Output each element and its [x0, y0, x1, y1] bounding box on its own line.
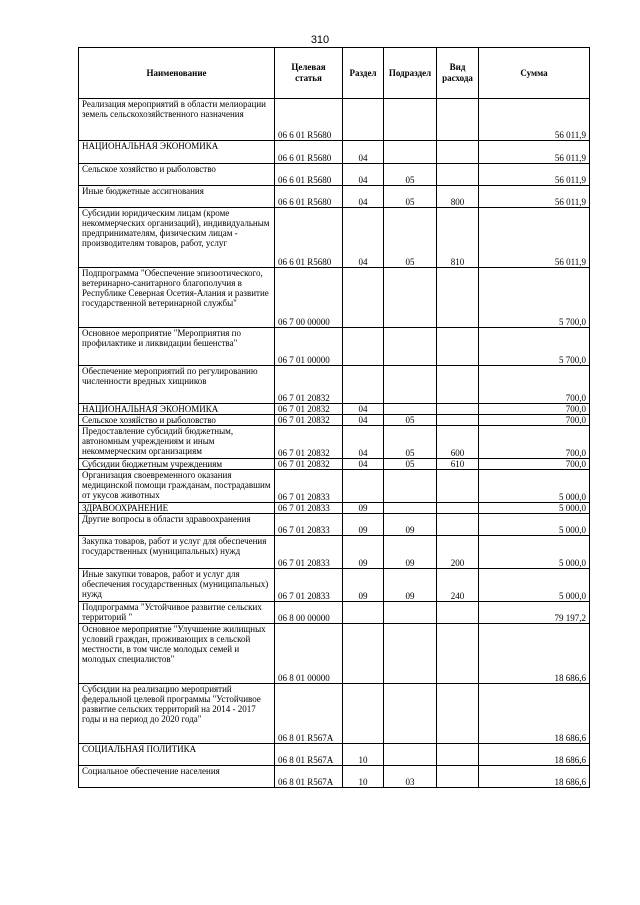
row-article: 06 7 01 20832 — [275, 404, 343, 415]
table-row — [79, 569, 590, 602]
table-row — [79, 186, 590, 208]
row-expense-type — [437, 766, 479, 788]
row-name: Другие вопросы в области здравоохранения — [79, 514, 275, 536]
row-amount: 5 700,0 — [479, 328, 590, 366]
header-name: Наименование — [79, 48, 275, 99]
row-subsection: 05 — [384, 208, 437, 268]
row-section: 04 — [343, 141, 384, 164]
row-article: 06 8 01 00000 — [275, 624, 343, 684]
row-expense-type — [437, 624, 479, 684]
row-name: Субсидии бюджетным учреждениям — [79, 459, 275, 470]
row-section — [343, 366, 384, 404]
row-amount: 5 000,0 — [479, 569, 590, 602]
row-expense-type — [437, 268, 479, 328]
row-subsection: 09 — [384, 536, 437, 569]
row-article: 06 8 01 R567A — [275, 684, 343, 744]
table-row — [79, 470, 590, 503]
row-expense-type: 610 — [437, 459, 479, 470]
row-section: 04 — [343, 426, 384, 459]
row-expense-type — [437, 164, 479, 186]
row-amount: 700,0 — [479, 426, 590, 459]
table-row — [79, 164, 590, 186]
budget-table — [78, 47, 590, 788]
table-row — [79, 268, 590, 328]
row-name: Основное мероприятие "Мероприятия по профилактике и ликвидации бешенства" — [79, 328, 275, 366]
row-amount: 56 011,9 — [479, 141, 590, 164]
row-name: Сельское хозяйство и рыболовство — [79, 415, 275, 426]
row-expense-type — [437, 470, 479, 503]
row-subsection: 05 — [384, 415, 437, 426]
row-amount: 5 000,0 — [479, 536, 590, 569]
table-row — [79, 503, 590, 514]
row-name: Субсидии юридическим лицам (кроме некоммерческих организаций), индивидуальным предпринимателям, физическим лицам - производителям товаров, работ, услуг — [79, 208, 275, 268]
row-section: 09 — [343, 514, 384, 536]
row-section: 04 — [343, 404, 384, 415]
table-row — [79, 744, 590, 766]
row-amount: 56 011,9 — [479, 164, 590, 186]
table-header-row — [79, 48, 590, 99]
row-section — [343, 624, 384, 684]
table-row — [79, 99, 590, 141]
row-expense-type — [437, 328, 479, 366]
row-subsection — [384, 470, 437, 503]
row-amount: 56 011,9 — [479, 99, 590, 141]
row-article: 06 7 01 20832 — [275, 415, 343, 426]
row-section — [343, 268, 384, 328]
row-subsection: 05 — [384, 164, 437, 186]
row-amount: 18 686,6 — [479, 766, 590, 788]
row-article: 06 7 00 00000 — [275, 268, 343, 328]
row-article: 06 7 01 20832 — [275, 366, 343, 404]
row-section: 10 — [343, 766, 384, 788]
row-section: 09 — [343, 503, 384, 514]
row-expense-type — [437, 684, 479, 744]
row-subsection — [384, 268, 437, 328]
row-expense-type: 200 — [437, 536, 479, 569]
row-name: Субсидии на реализацию мероприятий федеральной целевой программы "Устойчивое развитие сельских территорий на 2014 - 2017 годы и на период до 2020 года" — [79, 684, 275, 744]
table-row — [79, 536, 590, 569]
row-article: 06 6 01 R5680 — [275, 186, 343, 208]
row-subsection — [384, 366, 437, 404]
row-name: НАЦИОНАЛЬНАЯ ЭКОНОМИКА — [79, 141, 275, 164]
row-section — [343, 470, 384, 503]
row-expense-type — [437, 744, 479, 766]
table-row — [79, 208, 590, 268]
row-article: 06 7 01 20833 — [275, 569, 343, 602]
row-section: 09 — [343, 569, 384, 602]
header-amount: Сумма — [479, 48, 590, 99]
row-subsection — [384, 141, 437, 164]
row-section — [343, 328, 384, 366]
row-name: Иные закупки товаров, работ и услуг для обеспечения государственных (муниципальных) нужд — [79, 569, 275, 602]
row-section — [343, 602, 384, 624]
row-subsection: 09 — [384, 569, 437, 602]
row-expense-type — [437, 503, 479, 514]
row-name: Реализация мероприятий в области мелиорации земель сельскохозяйственного назначения — [79, 99, 275, 141]
row-section: 10 — [343, 744, 384, 766]
row-subsection — [384, 99, 437, 141]
row-name: СОЦИАЛЬНАЯ ПОЛИТИКА — [79, 744, 275, 766]
table-row — [79, 141, 590, 164]
row-name: Подпрограмма "Устойчивое развитие сельских территорий " — [79, 602, 275, 624]
row-name: Предоставление субсидий бюджетным, автономным учреждениям и иным некоммерческим организациям — [79, 426, 275, 459]
row-amount: 700,0 — [479, 459, 590, 470]
row-article: 06 7 01 20833 — [275, 470, 343, 503]
row-amount: 18 686,6 — [479, 684, 590, 744]
row-expense-type — [437, 602, 479, 624]
row-article: 06 8 00 00000 — [275, 602, 343, 624]
row-article: 06 8 01 R567A — [275, 744, 343, 766]
header-section: Раздел — [343, 48, 384, 99]
row-expense-type — [437, 141, 479, 164]
header-expense-type: Вид расхода — [437, 48, 479, 99]
row-name: Закупка товаров, работ и услуг для обеспечения государственных (муниципальных) нужд — [79, 536, 275, 569]
row-subsection — [384, 602, 437, 624]
table-row — [79, 514, 590, 536]
row-amount: 79 197,2 — [479, 602, 590, 624]
row-section: 04 — [343, 415, 384, 426]
row-amount: 56 011,9 — [479, 208, 590, 268]
row-amount: 5 700,0 — [479, 268, 590, 328]
table-row — [79, 766, 590, 788]
row-name: Основное мероприятие "Улучшение жилищных условий граждан, проживающих в сельской местности, в том числе молодых семей и молодых специалистов" — [79, 624, 275, 684]
row-expense-type — [437, 99, 479, 141]
row-name: Подпрограмма "Обеспечение эпизоотического, ветеринарно-санитарного благополучия в Республике Северная Осетия-Алания и развитие государственной ветеринарной службы" — [79, 268, 275, 328]
table-row — [79, 624, 590, 684]
table-row — [79, 328, 590, 366]
row-section: 04 — [343, 459, 384, 470]
row-subsection — [384, 328, 437, 366]
row-subsection — [384, 744, 437, 766]
row-name: Социальное обеспечение населения — [79, 766, 275, 788]
row-section: 04 — [343, 186, 384, 208]
row-name: НАЦИОНАЛЬНАЯ ЭКОНОМИКА — [79, 404, 275, 415]
row-article: 06 7 01 20833 — [275, 514, 343, 536]
table-row — [79, 684, 590, 744]
table-row — [79, 426, 590, 459]
row-amount: 18 686,6 — [479, 624, 590, 684]
row-subsection: 05 — [384, 426, 437, 459]
table-row — [79, 404, 590, 415]
row-name: Иные бюджетные ассигнования — [79, 186, 275, 208]
row-name: ЗДРАВООХРАНЕНИЕ — [79, 503, 275, 514]
row-amount: 5 000,0 — [479, 470, 590, 503]
header-article: Целевая статья — [275, 48, 343, 99]
table-row — [79, 366, 590, 404]
row-amount: 700,0 — [479, 366, 590, 404]
row-article: 06 8 01 R567A — [275, 766, 343, 788]
row-section: 04 — [343, 164, 384, 186]
row-article: 06 7 01 00000 — [275, 328, 343, 366]
table-row — [79, 602, 590, 624]
row-subsection — [384, 684, 437, 744]
row-subsection — [384, 624, 437, 684]
row-section — [343, 684, 384, 744]
row-article: 06 6 01 R5680 — [275, 141, 343, 164]
header-subsection: Подраздел — [384, 48, 437, 99]
row-expense-type: 240 — [437, 569, 479, 602]
row-section: 04 — [343, 208, 384, 268]
table-row — [79, 459, 590, 470]
row-article: 06 7 01 20832 — [275, 459, 343, 470]
row-subsection — [384, 404, 437, 415]
row-subsection: 03 — [384, 766, 437, 788]
row-article: 06 6 01 R5680 — [275, 164, 343, 186]
row-amount: 5 000,0 — [479, 514, 590, 536]
row-article: 06 6 01 R5680 — [275, 208, 343, 268]
table-row — [79, 415, 590, 426]
row-article: 06 7 01 20833 — [275, 503, 343, 514]
row-article: 06 6 01 R5680 — [275, 99, 343, 141]
row-expense-type: 800 — [437, 186, 479, 208]
row-expense-type: 600 — [437, 426, 479, 459]
row-amount: 18 686,6 — [479, 744, 590, 766]
row-name: Сельское хозяйство и рыболовство — [79, 164, 275, 186]
row-subsection: 05 — [384, 459, 437, 470]
row-article: 06 7 01 20833 — [275, 536, 343, 569]
row-section — [343, 99, 384, 141]
row-amount: 700,0 — [479, 404, 590, 415]
row-amount: 56 011,9 — [479, 186, 590, 208]
row-section: 09 — [343, 536, 384, 569]
row-subsection: 09 — [384, 514, 437, 536]
row-article: 06 7 01 20832 — [275, 426, 343, 459]
page-number: 310 — [310, 34, 330, 46]
row-expense-type — [437, 366, 479, 404]
row-subsection: 05 — [384, 186, 437, 208]
row-subsection — [384, 503, 437, 514]
row-expense-type — [437, 415, 479, 426]
row-amount: 700,0 — [479, 415, 590, 426]
row-amount: 5 000,0 — [479, 503, 590, 514]
row-expense-type: 810 — [437, 208, 479, 268]
row-expense-type — [437, 404, 479, 415]
row-name: Обеспечение мероприятий по регулированию численности вредных хищников — [79, 366, 275, 404]
row-name: Организация своевременного оказания медицинской помощи гражданам, пострадавшим от укусов животных — [79, 470, 275, 503]
row-expense-type — [437, 514, 479, 536]
